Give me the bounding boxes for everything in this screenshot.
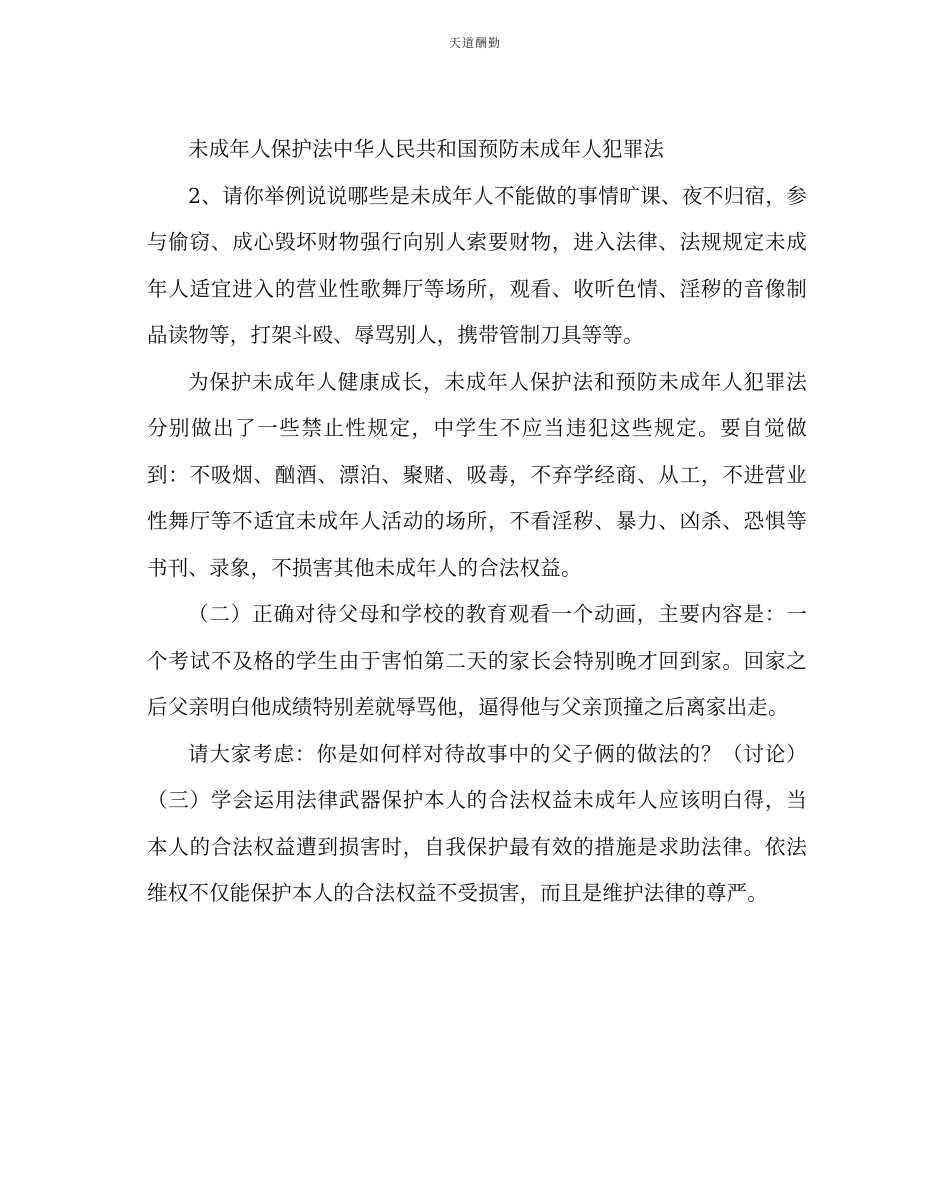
document-body xyxy=(147,126,807,917)
paragraph-parents-school: （二）正确对待父母和学校的教育观看一个动画，主要内容是：一个考试不及格的学生由于害怕第二天的家长会特别晚才回到家。回家之后父亲明白他成绩特别差就辱骂他，逼得他与父亲顶撞之后离家出走。 xyxy=(147,602,807,719)
paragraph-protection-rules: 为保护未成年人健康成长，未成年人保护法和预防未成年人犯罪法分别做出了一些禁止性规定，中学生不应当违犯这些规定。要自觉做到：不吸烟、酗酒、漂泊、聚赌、吸毒，不弃学经商、从工，不进营业性舞厅等不适宜未成年人活动的场所，不看淫秽、暴力、凶杀、恐惧等书刊、录象，不损害其他未成年人的合法权益。 xyxy=(147,369,807,580)
page-header: 天道酬勤 xyxy=(448,36,501,50)
paragraph-title-line: 未成年人保护法中华人民共和国预防未成年人犯罪法 xyxy=(188,137,665,161)
paragraph-legal-rights: 请大家考虑：你是如何样对待故事中的父子俩的做法的？（讨论）（三）学会运用法律武器保护本人的合法权益未成年人应该明白得，当本人的合法权益遭到损害时，自我保护最有效的措施是求助法律。依法维权不仅能保护本人的合法权益不受损害，而且是维护法律的尊严。 xyxy=(147,741,807,905)
paragraph-prohibited-acts: 2、请你举例说说哪些是未成年人不能做的事情旷课、夜不归宿，参与偷窃、成心毁坏财物强行向别人索要财物，进入法律、法规规定未成年人适宜进入的营业性歌舞厅等场所，观看、收听色情、淫秽的音像制品读物等，打架斗殴、辱骂别人，携带管制刀具等等。 xyxy=(147,183,807,347)
